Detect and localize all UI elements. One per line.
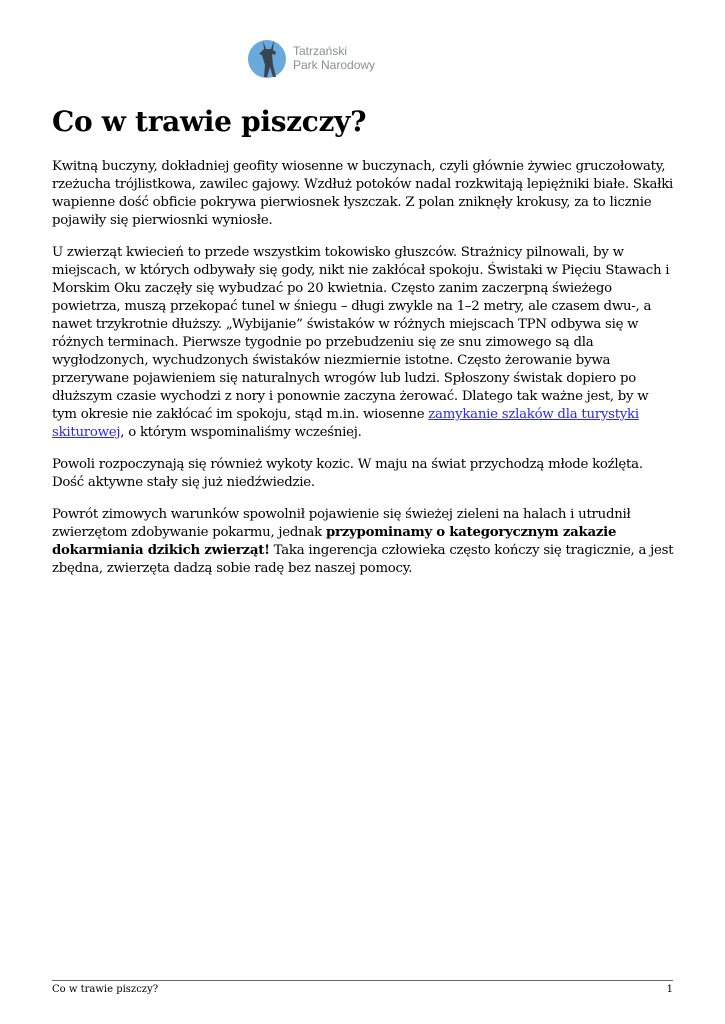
- paragraph-4-text: Powrót zimowych warunków spowolnił pojawienie się świeżej zieleni na halach i utrudnił zwierzętom zdobywanie pokarmu, jednak: [52, 507, 631, 540]
- article-body: [52, 158, 674, 592]
- feeding-ban-notice: przypominamy o kategorycznym zakazie dokarmiania dzikich zwierząt!: [52, 525, 617, 558]
- logo-text: [293, 44, 375, 72]
- logo-line1: Tatrzański: [293, 44, 348, 58]
- header-logo: [247, 36, 375, 80]
- ski-trails-closure-link[interactable]: zamykanie szlaków dla turystyki skiturowej: [52, 407, 639, 440]
- logo-line2: Park Narodowy: [293, 58, 376, 72]
- paragraph-3: Powoli rozpoczynają się również wykoty kozic. W maju na świat przychodzą młode koźlęta. Dość aktywne stały się już niedźwiedzie.: [52, 457, 643, 490]
- logo-icon: [247, 37, 289, 79]
- paragraph-4-tail: Taka ingerencja człowieka często kończy się tragicznie, a jest zbędna, zwierzęta dadzą sobie radę bez naszej pomocy.: [52, 543, 674, 576]
- footer-title: Co w trawie piszczy?: [52, 984, 159, 995]
- paragraph-2: [52, 244, 674, 442]
- page-number: 1: [666, 984, 673, 995]
- paragraph-4: [52, 506, 674, 578]
- paragraph-2-tail: , o którym wspominaliśmy wcześniej.: [120, 425, 362, 440]
- page-title: Co w trawie piszczy?: [52, 105, 367, 138]
- paragraph-2-text: U zwierząt kwiecień to przede wszystkim tokowisko głuszców. Strażnicy pilnowali, by w miejscach, w których odbywały się gody, nikt nie zakłócał spokoju. Świstaki w Pięciu Stawach i Morskim Oku zaczęły się wybudzać po 20 kwietnia. Często zanim zaczerpną świeżego powietrza, muszą przekopać tunel w śniegu – długi zwykle na 1–2 metry, ale czasem dwu-, a nawet trzykrotnie dłuższy. „Wybijanie” świstaków w różnych miejscach TPN odbywa się w różnych terminach. Pierwsze tygodnie po przebudzeniu się ze snu zimowego są dla wygłodzonych, wychudzonych świstaków niezmiernie istotne. Często żerowanie bywa przerywane pojawieniem się naturalnych wrogów lub ludzi. Spłoszony świstak dopiero po dłuższym czasie wychodzi z nory i ponownie zaczyna żerować. Dlatego tak ważne jest, by w tym okresie nie zakłócać im spokoju, stąd m.in. wiosenne: [52, 245, 670, 422]
- page-footer: [52, 980, 673, 996]
- paragraph-1: Kwitną buczyny, dokładniej geofity wiosenne w buczynach, czyli głównie żywiec gruczołowaty, rzeżucha trójlistkowa, zawilec gajowy. Wzdłuż potoków nadal rozkwitają lepiężniki białe. Skałki wapienne dość obficie pokrywa pierwiosnek łyszczak. Z polan zniknęły krokusy, za to licznie pojawiły się pierwiosnki wyniosłe.: [52, 159, 674, 228]
